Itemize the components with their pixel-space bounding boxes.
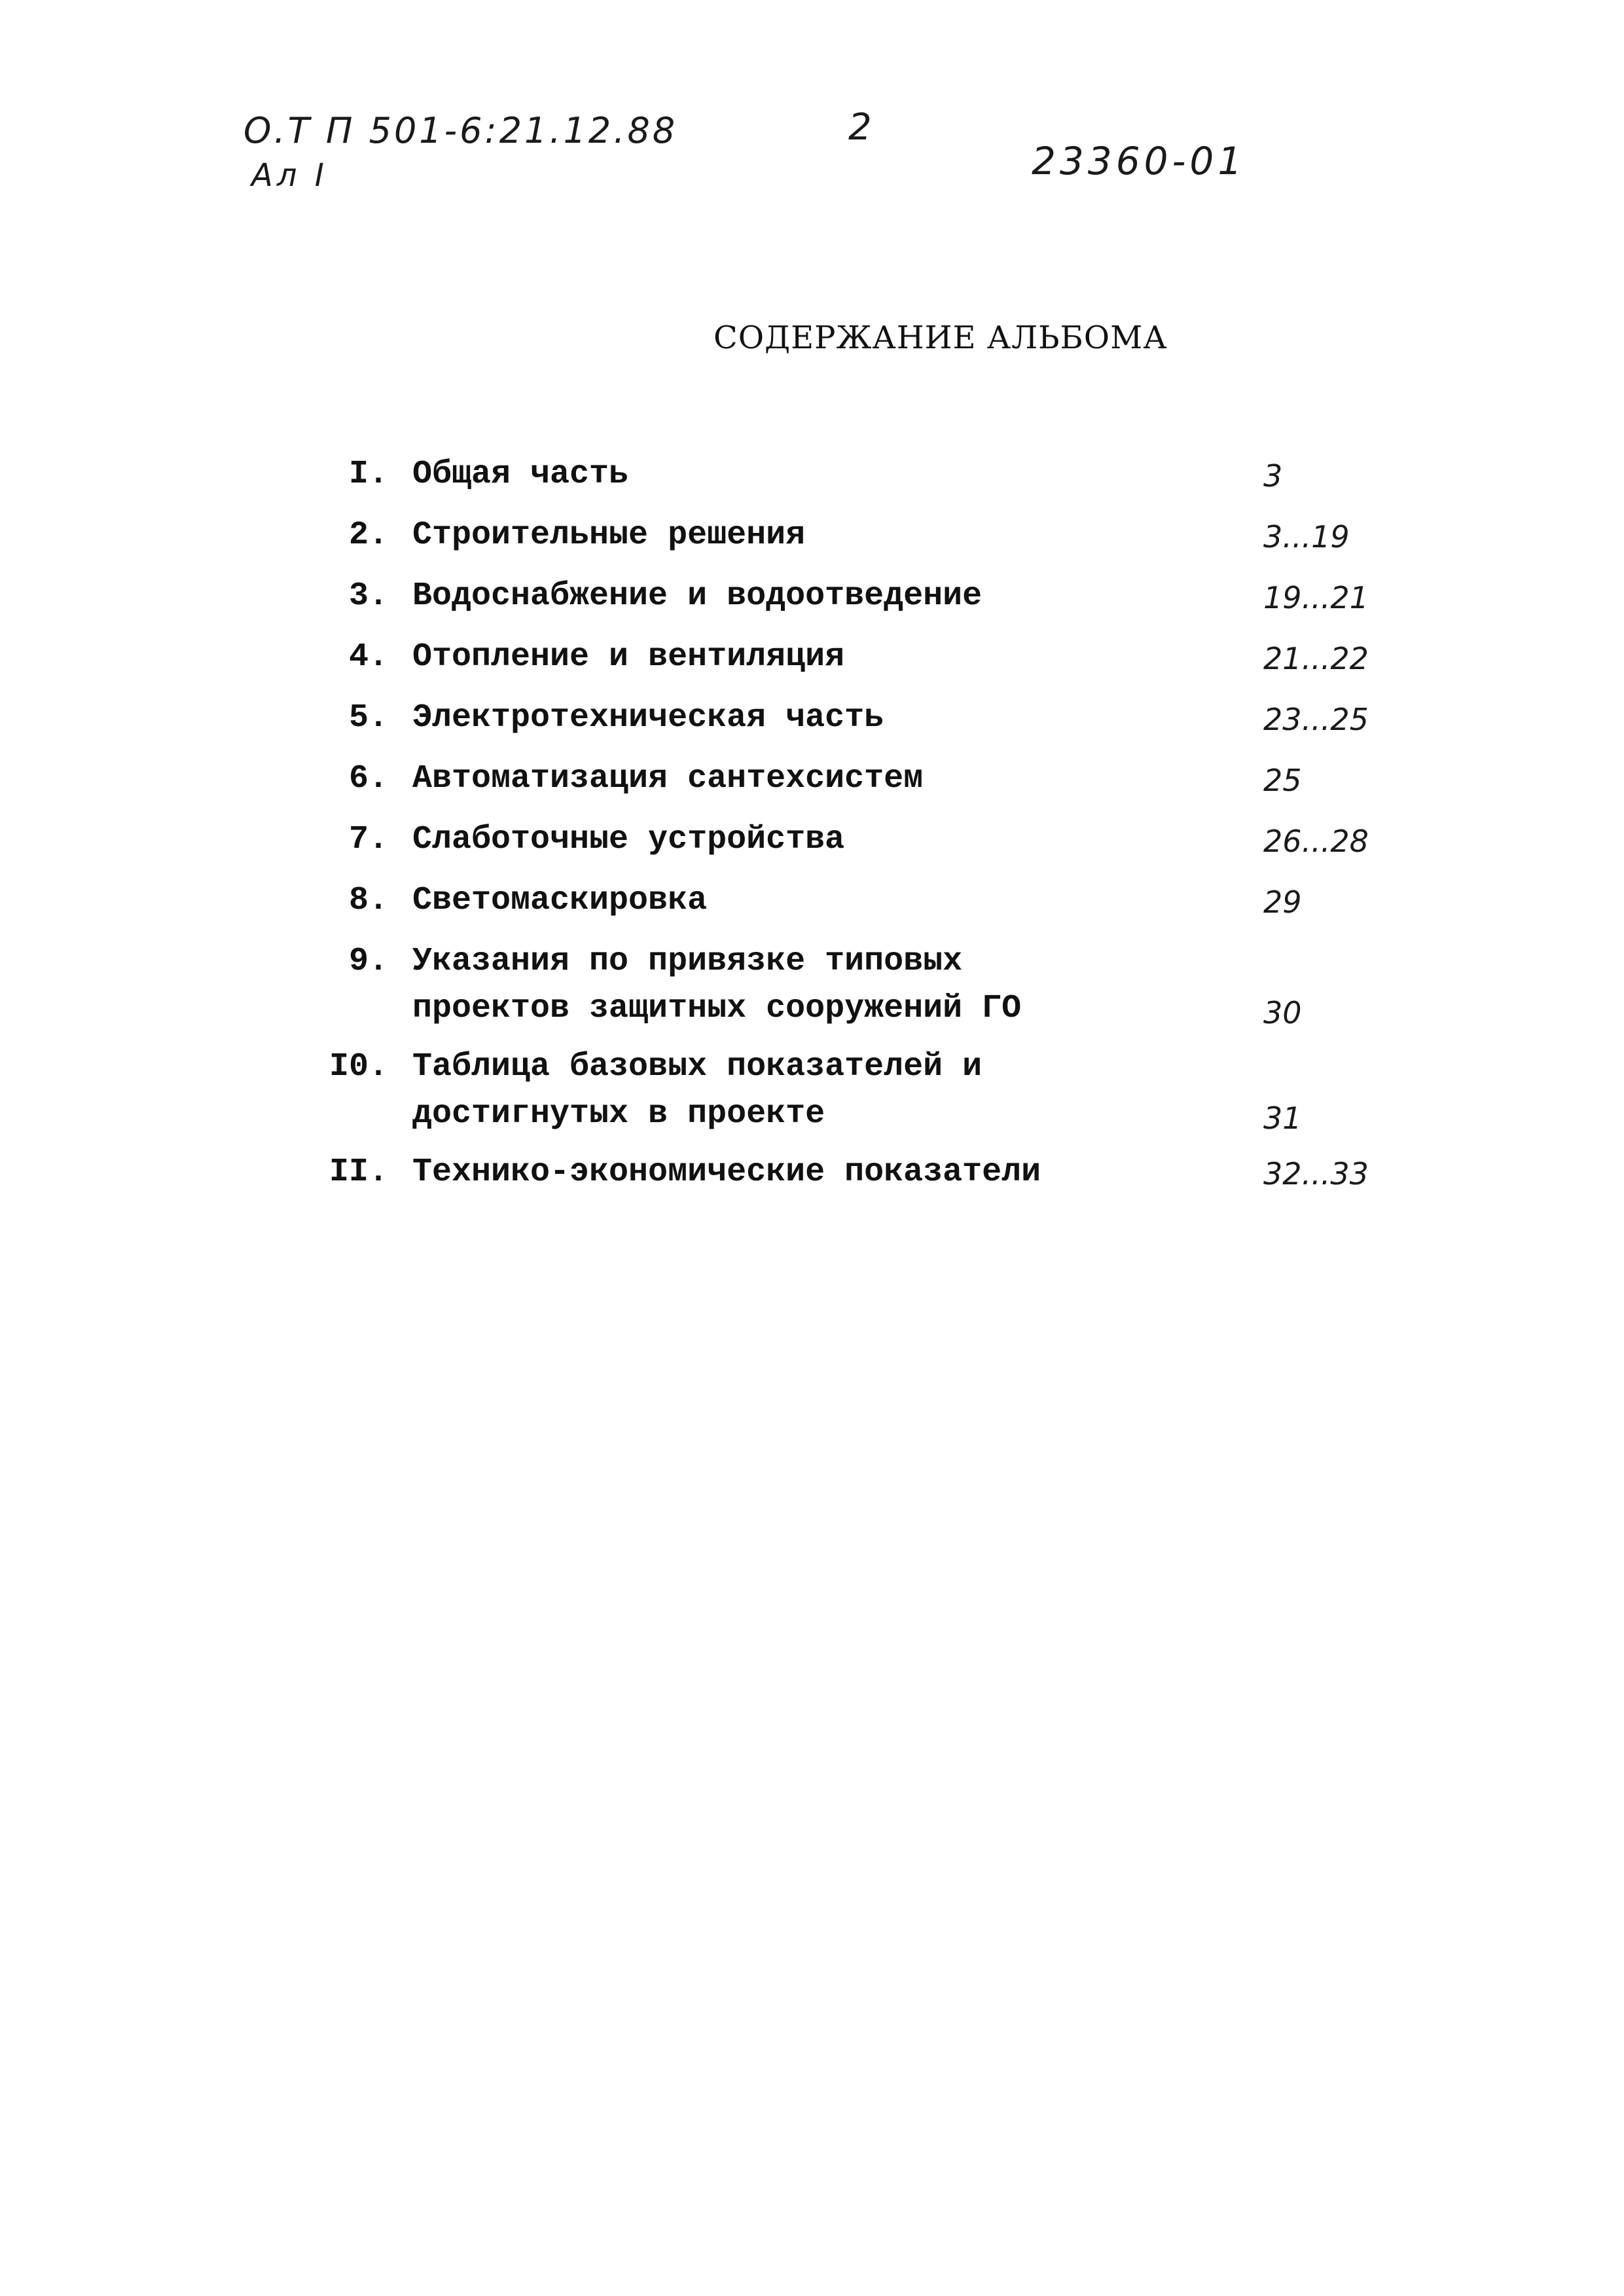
toc-item-line: Слаботочные устройства xyxy=(412,821,845,858)
toc-item-number: I. xyxy=(348,456,388,493)
archive-number: 23360-01 xyxy=(1032,139,1246,183)
toc-item-title xyxy=(412,513,1198,560)
toc-item xyxy=(0,513,1624,574)
toc-item-number: II. xyxy=(329,1154,388,1191)
toc-item xyxy=(0,452,1624,513)
toc-item-pages: 31 xyxy=(1263,1101,1302,1136)
toc-item xyxy=(0,1150,1624,1211)
toc-item-title xyxy=(412,939,1198,1033)
toc-item-line: Общая часть xyxy=(412,456,629,493)
toc-item-line: Указания по привязке типовых xyxy=(412,943,963,980)
toc-item xyxy=(0,634,1624,695)
toc-item-number: 2. xyxy=(348,517,388,554)
toc-item-pages: 29 xyxy=(1263,884,1302,920)
toc-item xyxy=(0,817,1624,878)
toc-item-pages: 3 xyxy=(1263,458,1283,494)
toc-item-pages: 23...25 xyxy=(1263,702,1369,737)
toc-item-pages: 32...33 xyxy=(1263,1156,1369,1192)
toc-item-pages: 25 xyxy=(1263,763,1302,798)
toc-title: СОДЕРЖАНИЕ АЛЬБОМА xyxy=(713,319,1168,356)
toc-item xyxy=(0,756,1624,817)
toc-item-number: 9. xyxy=(348,943,388,980)
toc-item-title xyxy=(412,878,1198,925)
toc-list xyxy=(0,452,1624,1211)
toc-item-pages: 26...28 xyxy=(1263,824,1369,859)
toc-item-line: Автоматизация сантехсистем xyxy=(412,760,924,797)
header-doc-code: О.Т П 501-6:21.12.88 xyxy=(244,110,678,151)
toc-item-number: 7. xyxy=(348,821,388,858)
toc-item-line: Технико-экономические показатели xyxy=(412,1154,1041,1191)
toc-item-title xyxy=(412,452,1198,499)
toc-item-number: 3. xyxy=(348,577,388,615)
toc-item-number: 8. xyxy=(348,882,388,919)
page-number: 2 xyxy=(848,106,872,149)
header-album-label: Ал I xyxy=(251,157,328,194)
toc-item-pages: 30 xyxy=(1263,995,1302,1030)
toc-item-number: 6. xyxy=(348,760,388,797)
toc-item-line: Водоснабжение и водоотведение xyxy=(412,577,983,615)
toc-item xyxy=(0,878,1624,939)
toc-item-title xyxy=(412,695,1198,742)
toc-item-title xyxy=(412,634,1198,682)
toc-item xyxy=(0,1044,1624,1150)
toc-item xyxy=(0,695,1624,756)
toc-item xyxy=(0,939,1624,1044)
toc-item-line: проектов защитных сооружений ГО xyxy=(412,990,1022,1027)
toc-item-number: I0. xyxy=(329,1048,388,1085)
toc-item-title xyxy=(412,1150,1198,1197)
toc-item-pages: 3...19 xyxy=(1263,519,1350,555)
toc-item-title xyxy=(412,1044,1198,1139)
toc-item-pages: 19...21 xyxy=(1263,580,1369,615)
toc-item-line: Таблица базовых показателей и xyxy=(412,1048,983,1085)
toc-item-line: Светомаскировка xyxy=(412,882,708,919)
toc-item-line: Электротехническая часть xyxy=(412,699,884,737)
toc-item-title xyxy=(412,574,1198,621)
toc-item-line: Строительные решения xyxy=(412,517,806,554)
toc-item-line: достигнутых в проекте xyxy=(412,1095,825,1133)
toc-item-number: 4. xyxy=(348,638,388,676)
toc-item-line: Отопление и вентиляция xyxy=(412,638,845,676)
toc-item-title xyxy=(412,817,1198,864)
toc-item xyxy=(0,574,1624,634)
toc-item-pages: 21...22 xyxy=(1263,641,1369,676)
toc-item-number: 5. xyxy=(348,699,388,737)
toc-item-title xyxy=(412,756,1198,803)
